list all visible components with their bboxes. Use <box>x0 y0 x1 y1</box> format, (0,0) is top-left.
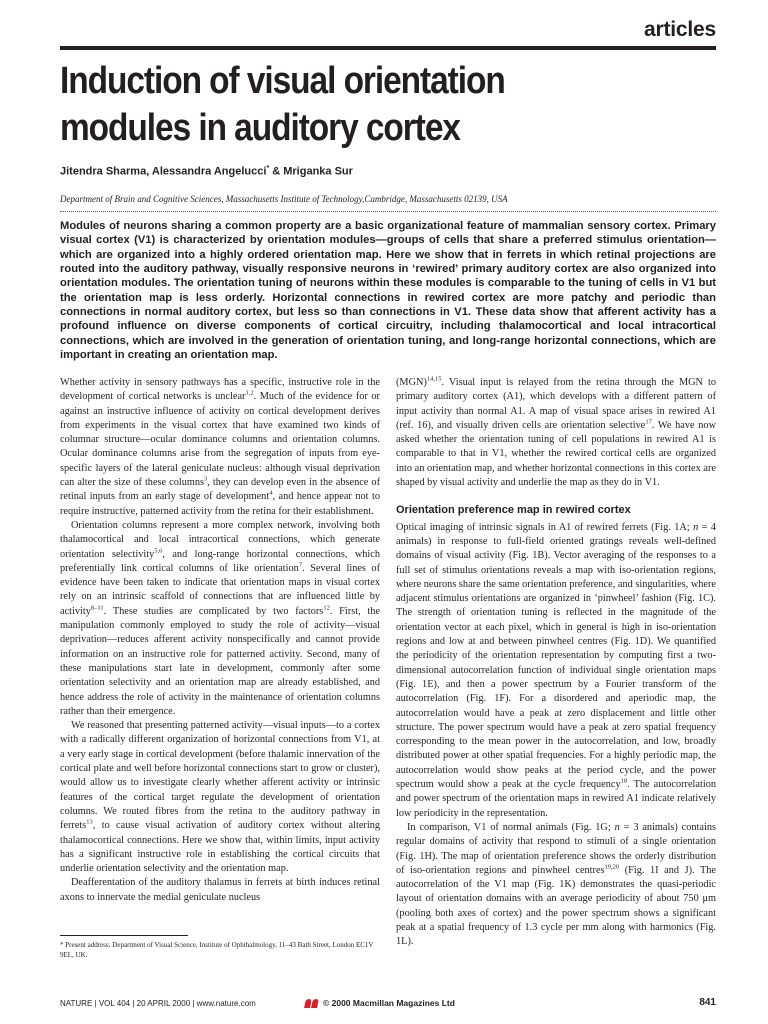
body-column-right <box>396 376 716 950</box>
body-paragraph: Orientation columns represent a more complex network, involving both thalamocortical and local intracortical connections, which generate orientation selectivity$^{5,6}$, and long-range horizontal connections, which preferentially link cortical columns of like orientation$^7$. Several lines of evidence have been taken to indicate that orientation maps in visual cortex rely on an intrinsic scaffold of connections that are influenced little by activity$^{8-11}$. These studies are complicated by two factors$^{12}$. First, the manipulation commonly employed to study the role of activity—visual deprivation—reduces afferent activity nonspecifically and cannot provide information on an instructive role for patterned activity. Second, many of these manipulations start late in development, commonly after some orientation selectivity and an orientation map are already established, and hence address the role of activity in the maintenance of orientation columns rather than their emergence. <box>60 519 381 717</box>
author-footnote-marker: * <box>266 165 270 172</box>
affiliation: Department of Brain and Cognitive Sciences, Massachusetts Institute of Technology,Cambridge, Massachusetts 02139, USA <box>60 194 508 204</box>
author-names: Jitendra Sharma, Alessandra Angelucci <box>60 165 267 178</box>
body-paragraph: (MGN)$^{14,15}$. Visual input is relayed from the retina through the MGN to primary auditory cortex (A1), which develops with a different pattern of input activity than normal A1. A map of visual space arises in rewired A1 (ref. 16), and visually driven cells are orientation selective$^{17}$. We have now asked whether the orientation tuning of cell populations in rewired A1 is comparable to that in V1, whether the rewired cortical cells are organized into an orientation map, and whether horizontal connections in this cortex are shaped by visual activity and underlie the map as they do in V1. <box>396 375 717 489</box>
body-paragraph: Optical imaging of intrinsic signals in A1 of rewired ferrets (Fig. 1A; n = 4 animals) in response to full-field oriented gratings reveals well-defined domains of visual activity (Fig. 1B). Vector averaging of the responses to a full set of stimulus orientations reveals a map with iso-orientation regions, where neurons share the same orientation preference, and singularities, where adjacent stimulus orientations are organized in ‘pinwheel’ fashion (Fig. 1C). The strength of orientation tuning is reflected in the magnitude of the orientation vector at each pixel, which in general is high in iso-orientation regions and low at and between pinwheel centres (Fig. 1D). We quantified the periodicity of the orientation representation by computing first a two-dimensional autocorrelation function of individual single orientation maps (Fig. 1E), and then a power spectrum by a Fourier transform of the autocorrelation (Fig. 1F). For a disordered and aperiodic map, the autocorrelation would have a peak at zero displacement and little other structure. The power spectrum would have a peak at zero spatial frequency corresponding to the mean power in the autocorrelation, and low, broadly distributed power at other spatial frequencies. For a highly periodic map, the autocorrelation would show peaks at the period cycle, and the power spectrum would show a peak at the cycle frequency$^{18}$. The autocorrelation and power spectrum of the orientation maps in rewired A1 indicate relatively low periodicity in the representation. <box>396 521 716 819</box>
body-paragraph: In comparison, V1 of normal animals (Fig. 1G; n = 3 animals) contains regular domains of activity that respond to stimuli of a single orientation (Fig. 1H). The map of orientation preference shows the orderly distribution of iso-orientation regions and pinwheel centres$^{19,20}$ (Fig. 1I and J). The autocorrelation of the V1 map (Fig. 1K) demonstrates the quasi-periodic layout of orientation domains with an average periodicity of about 750 μm (pooling both axes of cortex) and the power spectrum shows a significant peak at a spatial frequency of 1.3 cycle per mm along with harmonics (Fig. 1L). <box>396 821 716 948</box>
journal-footer: NATURE | VOL 404 | 20 APRIL 2000 | www.nature.com <box>60 999 256 1008</box>
footnote: * Present address: Department of Visual Science, Institute of Ophthalmology, 11–43 Bath Street, London EC1V 9EL, UK. <box>60 941 374 959</box>
abstract: Modules of neurons sharing a common property are a basic organizational feature of mammalian sensory cortex. Primary visual cortex (V1) is characterized by orientation modules—groups of cells that share a preferred stimulus orientation—which are organized into a highly ordered orientation map. Here we show that in ferrets in which retinal projections are routed into the auditory pathway, visually responsive neurons in ‘rewired’ primary auditory cortex are also organized into orientation modules. The orientation tuning of neurons within these modules is comparable to the tuning of cells in V1 but the orientation map is less orderly. Horizontal connections in rewired cortex are more patchy and periodic than connections in normal auditory cortex, but less so than connections in V1. These data show that afferent activity has a profound influence on diverse components of cortical circuitry, including thalamocortical and local intracortical connections, which are involved in the generation of orientation tuning, and long-range horizontal connections, which are important in creating an orientation map. <box>60 220 716 362</box>
body-paragraph: Whether activity in sensory pathways has a specific, instructive role in the development of cortical networks is unclear$^{1,2}$. Much of the evidence for or against an instructive influence of activity on cortical development derives from experiments in the visual cortex that have examined two kinds of columnar structure—ocular dominance columns and orientation columns. Ocular dominance columns arise from the segregation of inputs from eye-specific layers of the lateral geniculate nucleus: although visual deprivation can alter the size of these columns$^3$, they can develop even in the absence of retinal inputs from an early stage of development$^4$, and hence appear not to require instructive, patterned activity from the retina for their establishment. <box>60 377 380 517</box>
article-title: Induction of visual orientation modules in auditory cortex <box>60 60 505 149</box>
section-label: articles <box>644 18 716 41</box>
dotted-divider <box>60 211 716 212</box>
header-rule <box>60 46 716 50</box>
body-paragraph: Deafferentation of the auditory thalamus in ferrets at birth induces retinal axons to innervate the medial geniculate nucleus <box>60 877 380 903</box>
body-paragraph: We reasoned that presenting patterned activity—visual inputs—to a cortex with a radically different organization of horizontal connections from V1, at a very early stage in cortical development (before thalamic innervation of the cortical plate and well before horizontal connections start to grow or cluster), would allow us to investigate clearly whether afferent activity or intrinsic features of the cortical target regulate the development of orientation columns. We routed fibres from the retina to the auditory pathway in ferrets$^{13}$, to cause visual activation of auditory cortex without altering thalamocortical connections. Here we show that, within limits, input activity has a significant instructive role in establishing the cortical circuits that underlie orientation selectivity and the orientation map. <box>60 720 380 875</box>
footnote-rule <box>60 935 188 936</box>
page-number: 841 <box>699 997 716 1008</box>
body-column-left <box>60 376 380 905</box>
copyright-footer <box>305 998 455 1008</box>
author-last: & Mriganka Sur <box>269 165 353 178</box>
copyright-text: © 2000 Macmillan Magazines Ltd <box>323 998 455 1008</box>
author-list <box>60 165 353 178</box>
macmillan-logo-icon <box>305 999 319 1008</box>
section-heading: Orientation preference map in rewired cortex <box>396 504 631 517</box>
